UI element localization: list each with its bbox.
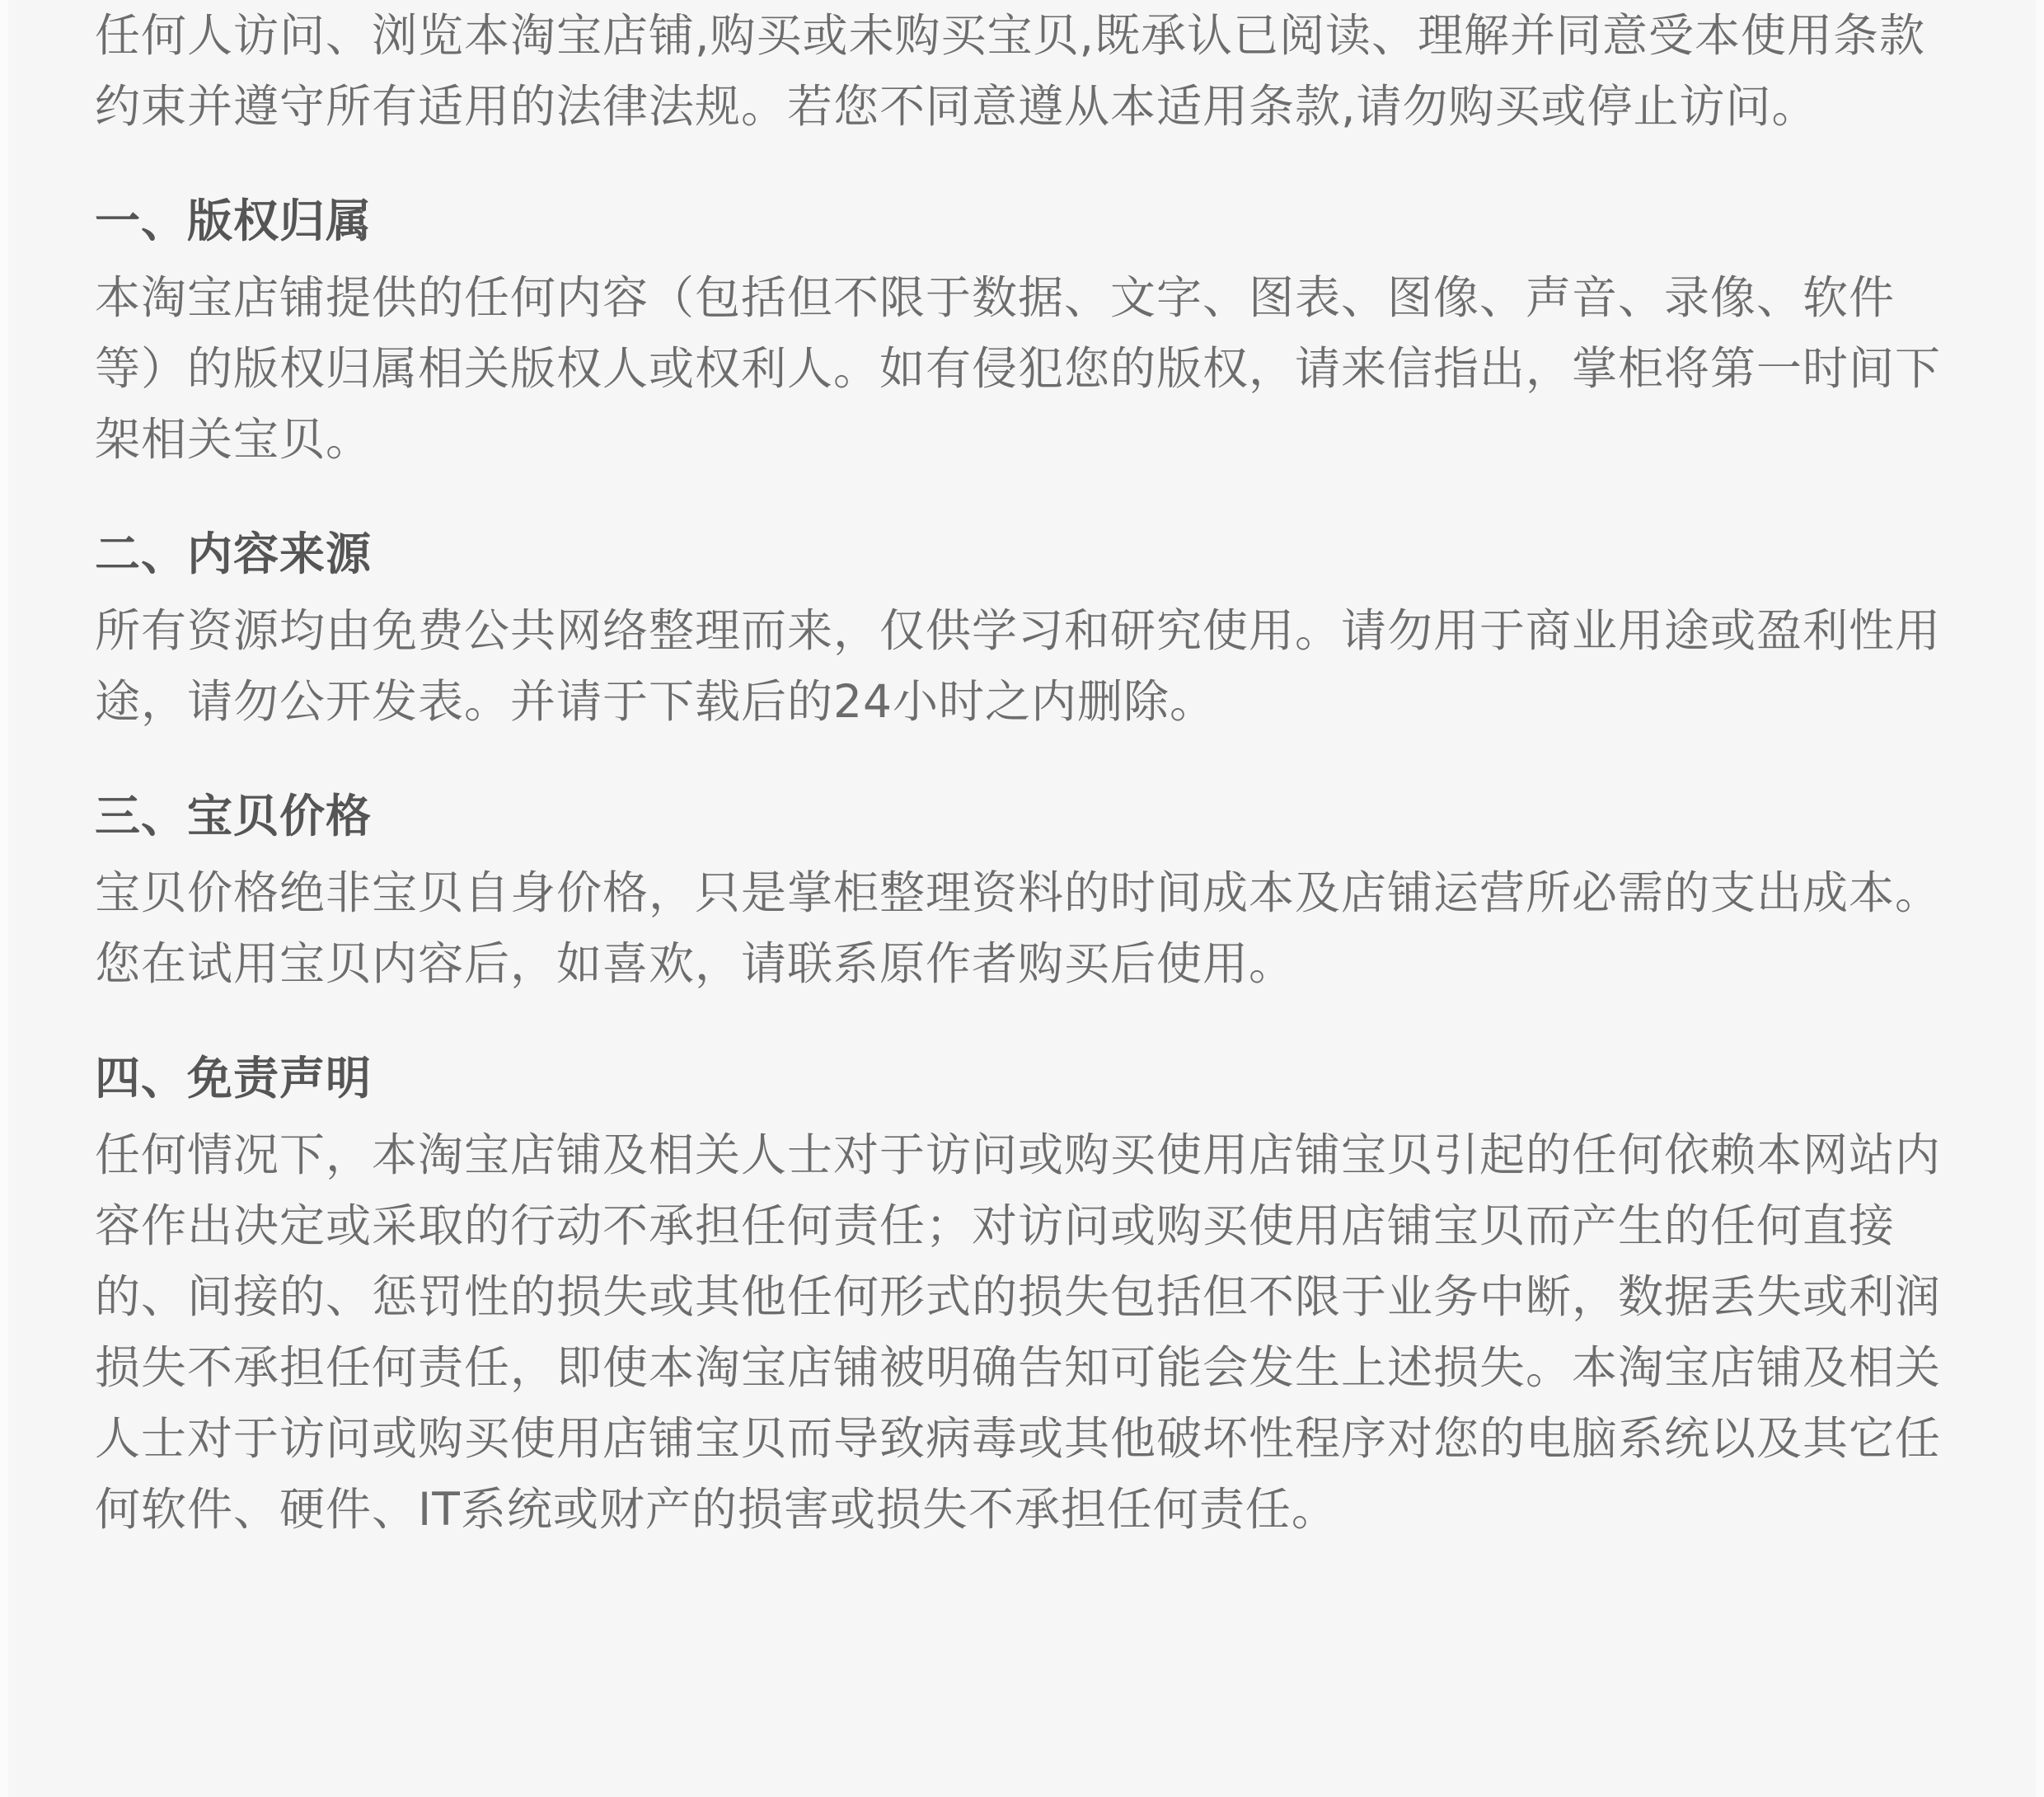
section-title: 一、版权归属 bbox=[95, 195, 373, 247]
right-edge-shadow bbox=[2036, 0, 2044, 1797]
section-body: 本淘宝店铺提供的任何内容（包括但不限于数据、文字、图表、图像、声音、录像、软件等）的版权归属相关版权人或权利人。如有侵犯您的版权，请来信指出，掌柜将第一时间下架相关宝贝。 bbox=[95, 271, 1942, 466]
section-copyright bbox=[95, 188, 1953, 475]
section-title: 三、宝贝价格 bbox=[95, 790, 373, 842]
section-content-source bbox=[95, 521, 1953, 737]
section-disclaimer bbox=[95, 1045, 1953, 1545]
section-price bbox=[95, 783, 1953, 999]
section-body: 所有资源均由免费公共网络整理而来，仅供学习和研究使用。请勿用于商业用途或盈利性用途，请勿公开发表。并请于下载后的24小时之内删除。 bbox=[95, 604, 1942, 728]
left-edge-shadow bbox=[0, 0, 8, 1797]
section-title: 二、内容来源 bbox=[95, 528, 373, 580]
section-body: 宝贝价格绝非宝贝自身价格，只是掌柜整理资料的时间成本及店铺运营所必需的支出成本。您在试用宝贝内容后，如喜欢，请联系原作者购买后使用。 bbox=[95, 866, 1942, 990]
section-title: 四、免责声明 bbox=[95, 1052, 373, 1105]
section-body: 任何情况下，本淘宝店铺及相关人士对于访问或购买使用店铺宝贝引起的任何依赖本网站内容作出决定或采取的行动不承担任何责任；对访问或购买使用店铺宝贝而产生的任何直接的、间接的、惩罚性的损失或其他任何形式的损失包括但不限于业务中断，数据丢失或利润损失不承担任何责任，即使本淘宝店铺被明确告知可能会发生上述损失。本淘宝店铺及相关人士对于访问或购买使用店铺宝贝而导致病毒或其他破坏性程序对您的电脑系统以及其它任何软件、硬件、IT系统或财产的损害或损失不承担任何责任。 bbox=[95, 1128, 1942, 1536]
intro-paragraph: 任何人访问、浏览本淘宝店铺,购买或未购买宝贝,既承认已阅读、理解并同意受本使用条款约束并遵守所有适用的法律法规。若您不同意遵从本适用条款,请勿购买或停止访问。 bbox=[95, 9, 1925, 133]
